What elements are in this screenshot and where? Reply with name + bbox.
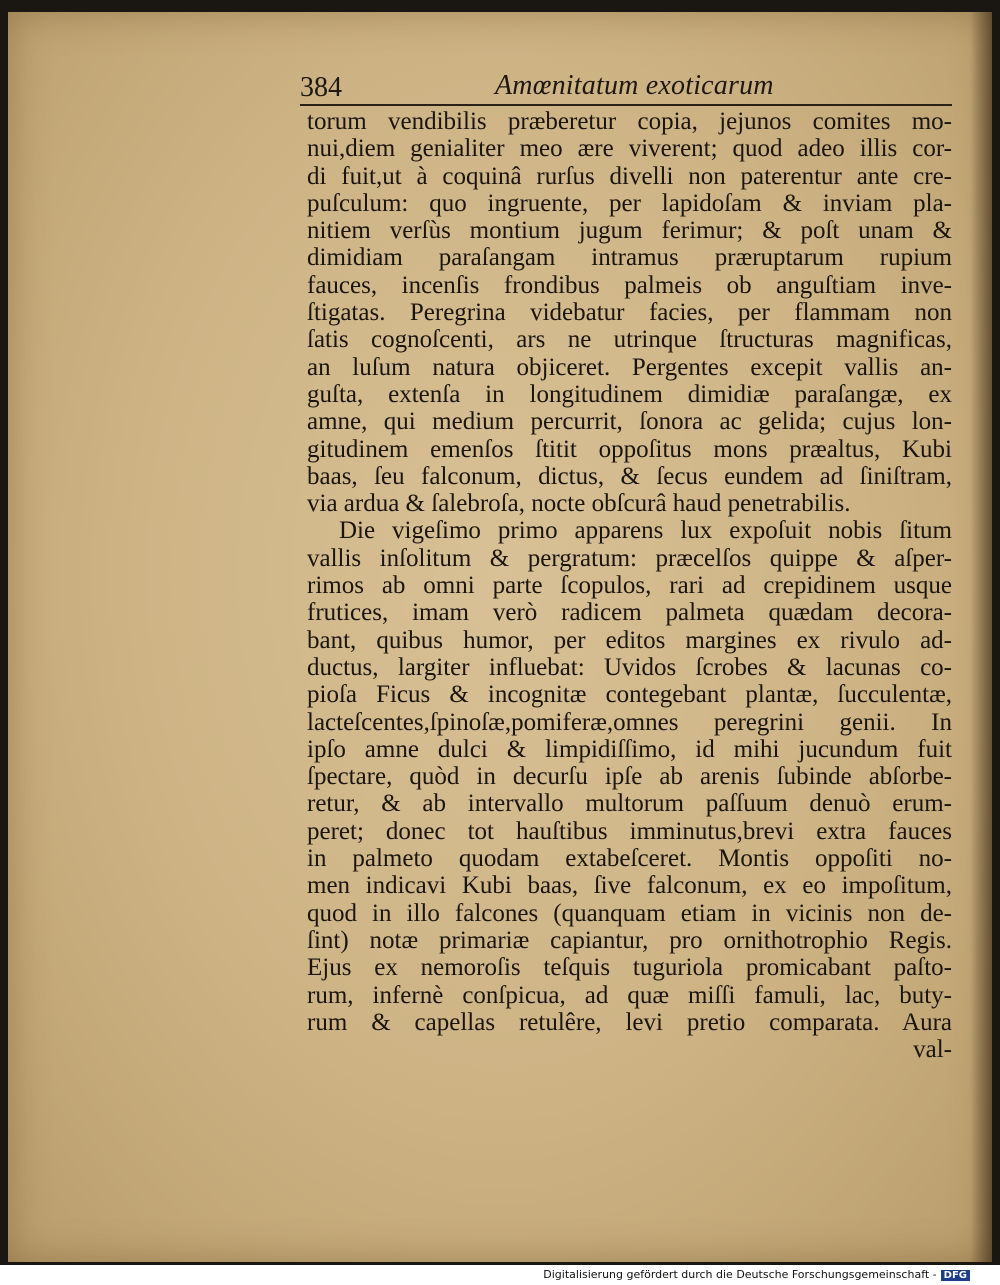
text-line: rum, infernè conſpicua, ad quæ miſſi famuli, lac, buty- [307,981,952,1009]
text-line: baas, ſeu falconum, dictus, & ſecus eundem ad ſiniſtram, [307,462,952,490]
running-title: Amœnitatum exoticarum [495,70,774,101]
text-line: quod in illo falcones (quanquam etiam in vicinis non de- [307,899,952,927]
text-line: ductus, largiter influebat: Uvidos ſcrobes & lacunas co- [307,653,952,681]
body-text [307,108,952,1063]
text-line: guſta, extenſa in longitudinem dimidiæ paraſangæ, ex [307,380,952,408]
text-line: ſint) notæ primariæ capiantur, pro ornithotrophio Regis. [307,926,952,954]
page-header [300,70,952,106]
text-line: bant, quibus humor, per editos margines ex rivulo ad- [307,626,952,654]
text-line: ſtigatas. Peregrina videbatur facies, per flammam non [307,299,952,327]
text-line: nitiem verſùs montium jugum ferimur; & poſt unam & [307,217,952,245]
text-line: an luſum natura objiceret. Pergentes excepit vallis an- [307,353,952,381]
text-line: fauces, incenſis frondibus palmeis ob anguſtiam inve- [307,271,952,299]
text-line: Die vigeſimo primo apparens lux expoſuit nobis ſitum [339,517,952,545]
text-line: ſatis cognoſcenti, ars ne utrinque ſtructuras magnificas, [307,326,952,354]
text-line: via ardua & ſalebroſa, nocte obſcurâ haud penetrabilis. [307,490,851,518]
text-line: ſpectare, quòd in decurſu ipſe ab arenis ſubinde abſorbe- [307,763,952,791]
text-line: peret; donec tot hauſtibus imminutus,brevi extra fauces [307,817,952,845]
text-line: torum vendibilis præberetur copia, jejunos comites mo- [307,108,952,135]
text-line: lacteſcentes,ſpinoſæ,pomiferæ,omnes peregrini genii. In [307,708,952,736]
credit-text: Digitalisierung gefördert durch die Deutsche Forschungsgemeinschaft - [543,1268,937,1281]
text-line: vallis inſolitum & pergratum: præcelſos quippe & aſper- [307,544,952,572]
text-line: retur, & ab intervallo multorum paſſuum denuò erum- [307,790,952,818]
catchword: val- [913,1036,952,1064]
text-line: ipſo amne dulci & limpidiſſimo, id mihi jucundum fuit [307,735,952,763]
footer-credit [543,1268,970,1281]
dfg-logo: DFG [941,1270,970,1281]
text-line: rimos ab omni parte ſcopulos, rari ad crepidinem usque [307,572,952,600]
page-number: 384 [300,72,342,103]
text-line: dimidiam paraſangam intramus præruptarum rupium [307,244,952,272]
text-line: men indicavi Kubi baas, ſive falconum, ex eo impoſitum, [307,872,952,900]
text-line: in palmeto quodam extabeſceret. Montis oppoſiti no- [307,845,952,873]
text-line: amne, qui medium percurrit, ſonora ac gelida; cujus lon- [307,408,952,436]
text-line: frutices, imam verò radicem palmeta quædam decora- [307,599,952,627]
text-line: gitudinem emenſos ſtitit oppoſitus mons præaltus, Kubi [307,435,952,463]
text-line: puſculum: quo ingruente, per lapidoſam & inviam pla- [307,189,952,217]
text-line: rum & capellas retulêre, levi pretio comparata. Aura [307,1008,952,1036]
text-line: pioſa Ficus & incognitæ contegebant plantæ, ſucculentæ, [307,681,952,709]
text-line: Ejus ex nemoroſis teſquis tuguriola promicabant paſto- [307,954,952,982]
text-line: di fuit,ut à coquinâ rurſus divelli non paterentur ante cre- [307,162,952,190]
text-line: nui,diem genialiter meo ære viverent; quod adeo illis cor- [307,135,952,163]
